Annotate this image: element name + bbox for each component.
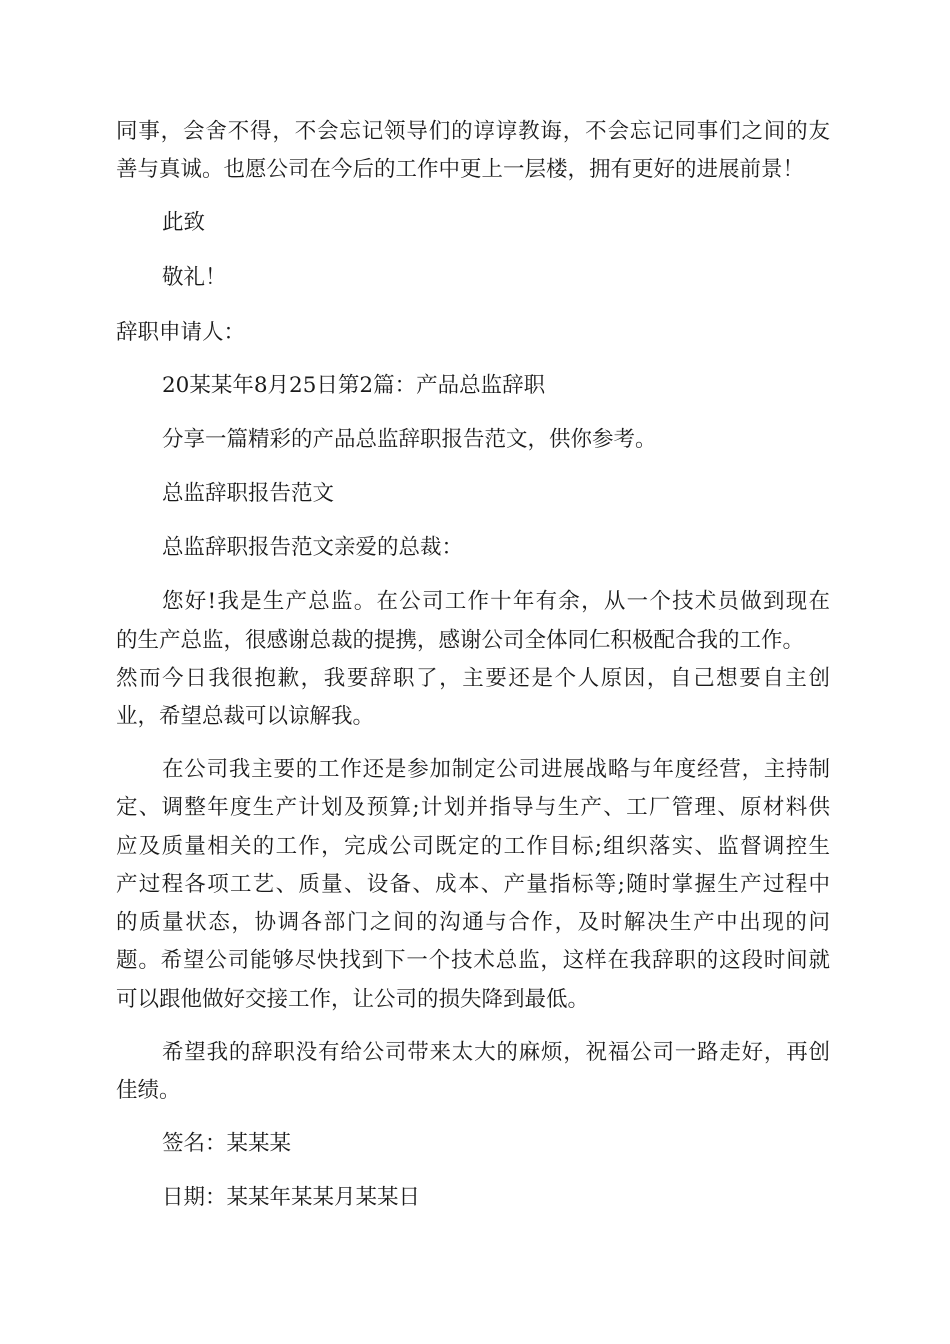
paragraph-1-line-3: 然而今日我很抱歉，我要辞职了，主要还是个人原因，自己想要自主创 xyxy=(116,666,830,691)
paragraph-1-line-4: 业，希望总裁可以谅解我。 xyxy=(116,704,375,729)
paragraph-2-line-7: 可以跟他做好交接工作，让公司的损失降到最低。 xyxy=(116,987,590,1012)
paragraph-2-line-3: 应及质量相关的工作，完成公司既定的工作目标;组织落实、监督调控生 xyxy=(116,834,830,859)
closing-regards: 敬礼！ xyxy=(162,265,227,290)
paragraph-2-line-4: 产过程各项工艺、质量、设备、成本、产量指标等;随时掌握生产过程中 xyxy=(116,872,830,897)
paragraph-1-line-2: 的生产总监，很感谢总裁的提携，感谢公司全体同仁积极配合我的工作。 xyxy=(116,628,805,653)
applicant-label: 辞职申请人： xyxy=(116,320,246,345)
signature-line: 签名：某某某 xyxy=(162,1131,292,1156)
paragraph-1-line-1: 您好!我是生产总监。在公司工作十年有余，从一个技术员做到现在 xyxy=(162,589,830,614)
date-line: 日期：某某年某某月某某日 xyxy=(162,1185,421,1210)
paragraph-2-line-6: 题。希望公司能够尽快找到下一个技术总监，这样在我辞职的这段时间就 xyxy=(116,948,830,973)
text-line-continuation-1: 同事，会舍不得，不会忘记领导们的谆谆教诲，不会忘记同事们之间的友 xyxy=(116,119,830,144)
closing-salutation: 此致 xyxy=(162,210,206,235)
intro-line: 分享一篇精彩的产品总监辞职报告范文，供你参考。 xyxy=(162,427,657,452)
text-line-continuation-2: 善与真诚。也愿公司在今后的工作中更上一层楼，拥有更好的进展前景！ xyxy=(116,157,805,182)
letter-greeting: 总监辞职报告范文亲爱的总裁： xyxy=(162,535,464,560)
paragraph-2-line-2: 定、调整年度生产计划及预算;计划并指导与生产、工厂管理、原材料供 xyxy=(116,795,830,820)
article-title: 总监辞职报告范文 xyxy=(162,481,335,506)
paragraph-3-line-1: 希望我的辞职没有给公司带来太大的麻烦，祝福公司一路走好，再创 xyxy=(162,1040,830,1065)
paragraph-2-line-5: 的质量状态，协调各部门之间的沟通与合作，及时解决生产中出现的问 xyxy=(116,910,830,935)
date-and-section-heading: 20某某年8月25日第2篇：产品总监辞职 xyxy=(162,373,546,398)
paragraph-3-line-2: 佳绩。 xyxy=(116,1078,181,1103)
paragraph-2-line-1: 在公司我主要的工作还是参加制定公司进展战略与年度经营，主持制 xyxy=(162,757,830,782)
